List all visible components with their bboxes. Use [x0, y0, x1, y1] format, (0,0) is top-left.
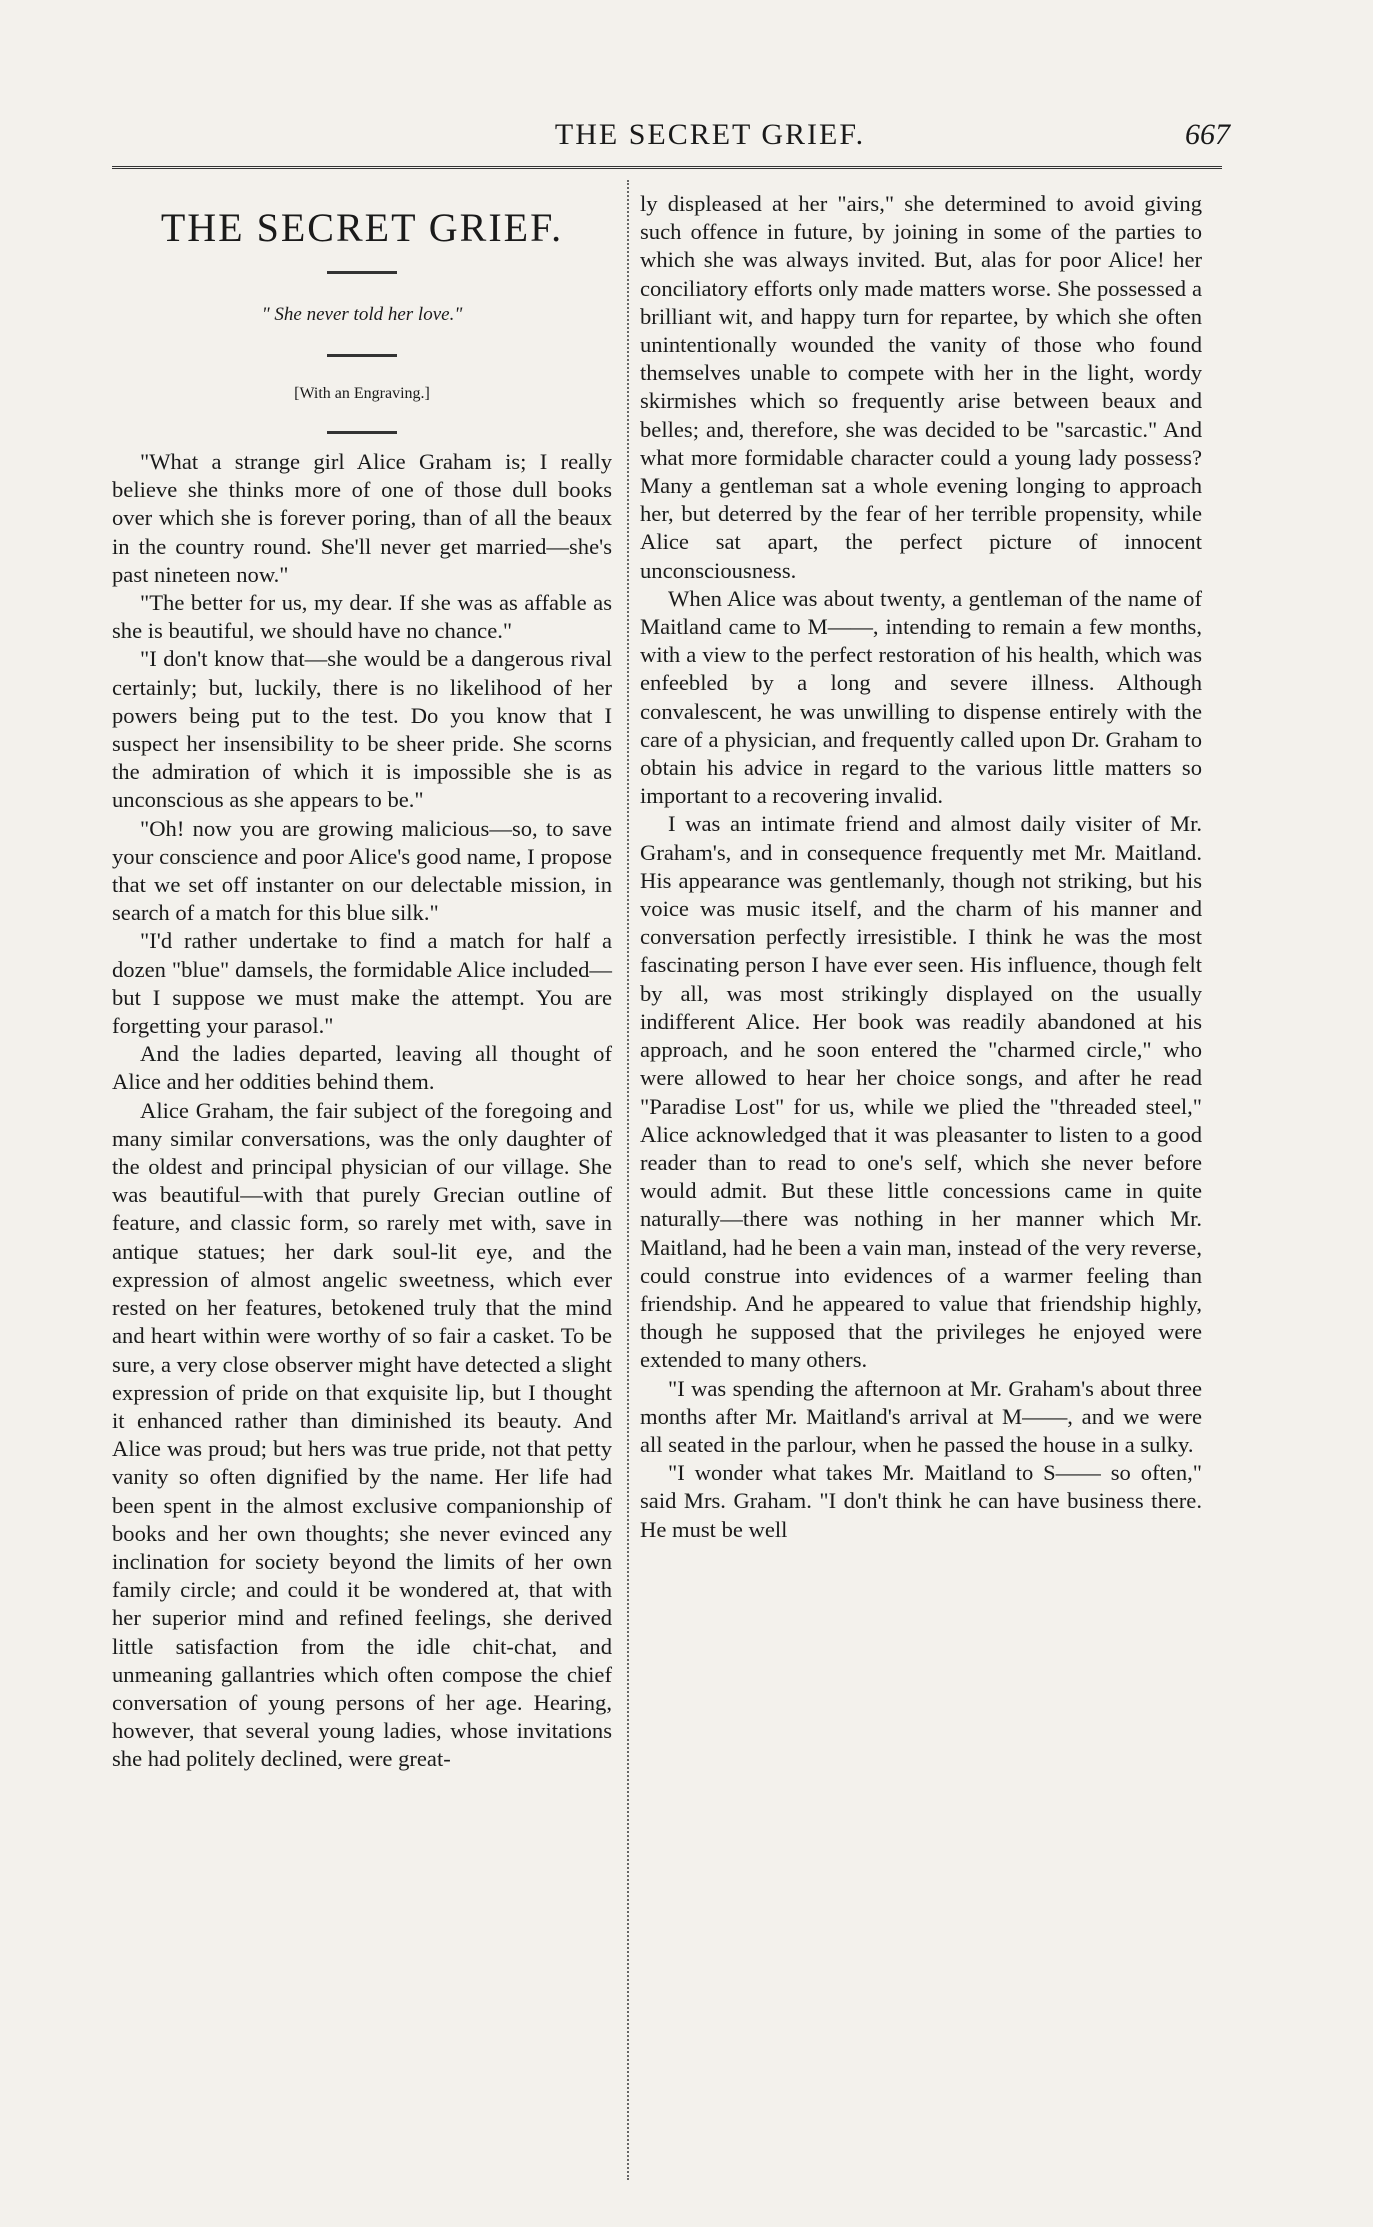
- left-column: [112, 190, 612, 1774]
- right-column: [640, 190, 1202, 1544]
- paragraph: "I was spending the afternoon at Mr. Graham's about three months after Mr. Maitland's arrival at M——, and we were all seated in the parlour, when he passed the house in a sulky.: [640, 1375, 1202, 1457]
- column-divider: [627, 180, 629, 2180]
- paragraph: And the ladies departed, leaving all thought of Alice and her oddities behind them.: [112, 1041, 612, 1095]
- paragraph: Alice Graham, the fair subject of the foregoing and many similar conversations, was the only daughter of the oldest and principal physician of our village. She was beautiful—with that purely Grecian outline of feature, and classic form, so rarely met with, save in antique statues; her dark soul-lit eye, and the expression of almost angelic sweetness, which ever rested on her features, betokened truly that the mind and heart within were worthy of so fair a casket. To be sure, a very close observer might have detected a slight expression of pride on that exquisite lip, but I thought it enhanced rather than diminished its beauty. And Alice was proud; but hers was true pride, not that petty vanity so often dignified by the name. Her life had been spent in the almost exclusive companionship of books and her own thoughts; she never evinced any inclination for society beyond the limits of her own family circle; and could it be wondered at, that with her superior mind and refined feelings, she derived little satisfaction from the idle chit-chat, and unmeaning gallantries which often compose the chief conversation of young persons of her age. Hearing, however, that several young ladies, whose invitations she had politely declined, were great-: [112, 1097, 612, 1772]
- paragraph: "What a strange girl Alice Graham is; I really believe she thinks more of one of those dull books over which she is forever poring, than of all the beaux in the country round. She'll never get married—she's past nineteen now.": [112, 449, 612, 587]
- paragraph: "I'd rather undertake to find a match for half a dozen "blue" damsels, the formidable Alice included—but I suppose we must make the attempt. You are forgetting your parasol.": [112, 928, 612, 1039]
- paragraph: "The better for us, my dear. If she was as affable as she is beautiful, we should have no chance.": [112, 590, 612, 644]
- title-rule: [327, 271, 397, 274]
- article-title: THE SECRET GRIEF.: [160, 205, 564, 250]
- paragraph: "Oh! now you are growing malicious—so, to save your conscience and poor Alice's good name, I propose that we set off instanter on our delectable mission, in search of a match for this blue silk.": [112, 815, 612, 926]
- paragraph: "I wonder what takes Mr. Maitland to S—— so often," said Mrs. Graham. "I don't think he can have business there. He must be well: [640, 1460, 1202, 1542]
- epigraph: " She never told her love.": [261, 304, 463, 325]
- credit-rule: [327, 431, 397, 434]
- engraving-credit: [With an Engraving.]: [294, 385, 430, 402]
- header-rule: [112, 166, 1222, 169]
- paragraph: ly displeased at her "airs," she determined to avoid giving such offence in future, by joining in some of the parties to which she was always invited. But, alas for poor Alice! her conciliatory efforts only made matters worse. She possessed a brilliant wit, and happy turn for repartee, by which she often unintentionally wounded the vanity of those who found themselves unable to compete with her in the light, wordy skirmishes which so frequently arise between beaux and belles; and, therefore, she was decided to be "sarcastic." And what more formidable character could a young lady possess? Many a gentleman sat a whole evening longing to approach her, but deterred by the fear of her terrible propensity, while Alice sat apart, the perfect picture of innocent unconsciousness.: [640, 191, 1202, 583]
- epigraph-rule: [327, 354, 397, 357]
- paragraph: I was an intimate friend and almost daily visiter of Mr. Graham's, and in consequence frequently met Mr. Maitland. His appearance was gentlemanly, though not striking, but his voice was music itself, and the charm of his manner and conversation perfectly irresistible. I think he was the most fascinating person I have ever seen. His influence, though felt by all, was most strikingly displayed on the usually indifferent Alice. Her book was readily abandoned at his approach, and he soon entered the "charmed circle," who were allowed to hear her choice songs, and after he read "Paradise Lost" for us, while we plied the "threaded steel," Alice acknowledged that it was pleasanter to listen to a good reader than to read to one's self, which she never before would admit. But these little concessions came in quite naturally—there was nothing in her manner which Mr. Maitland, had he been a vain man, instead of the very reverse, could construe into evidences of a warmer feeling than friendship. And he appeared to value that friendship highly, though he supposed that the privileges he enjoyed were extended to many others.: [640, 811, 1202, 1373]
- paragraph: "I don't know that—she would be a dangerous rival certainly; but, luckily, there is no likelihood of her powers being put to the test. Do you know that I suspect her insensibility to be sheer pride. She scorns the admiration of which it is impossible she is as unconscious as she appears to be.": [112, 646, 612, 813]
- paragraph: When Alice was about twenty, a gentleman of the name of Maitland came to M——, intending to remain a few months, with a view to the perfect restoration of his health, which was enfeebled by a long and severe illness. Although convalescent, he was unwilling to dispense entirely with the care of a physician, and frequently called upon Dr. Graham to obtain his advice in regard to the various little matters so important to a recovering invalid.: [640, 585, 1202, 809]
- running-title: THE SECRET GRIEF.: [554, 118, 866, 151]
- page-number: 667: [1185, 118, 1230, 151]
